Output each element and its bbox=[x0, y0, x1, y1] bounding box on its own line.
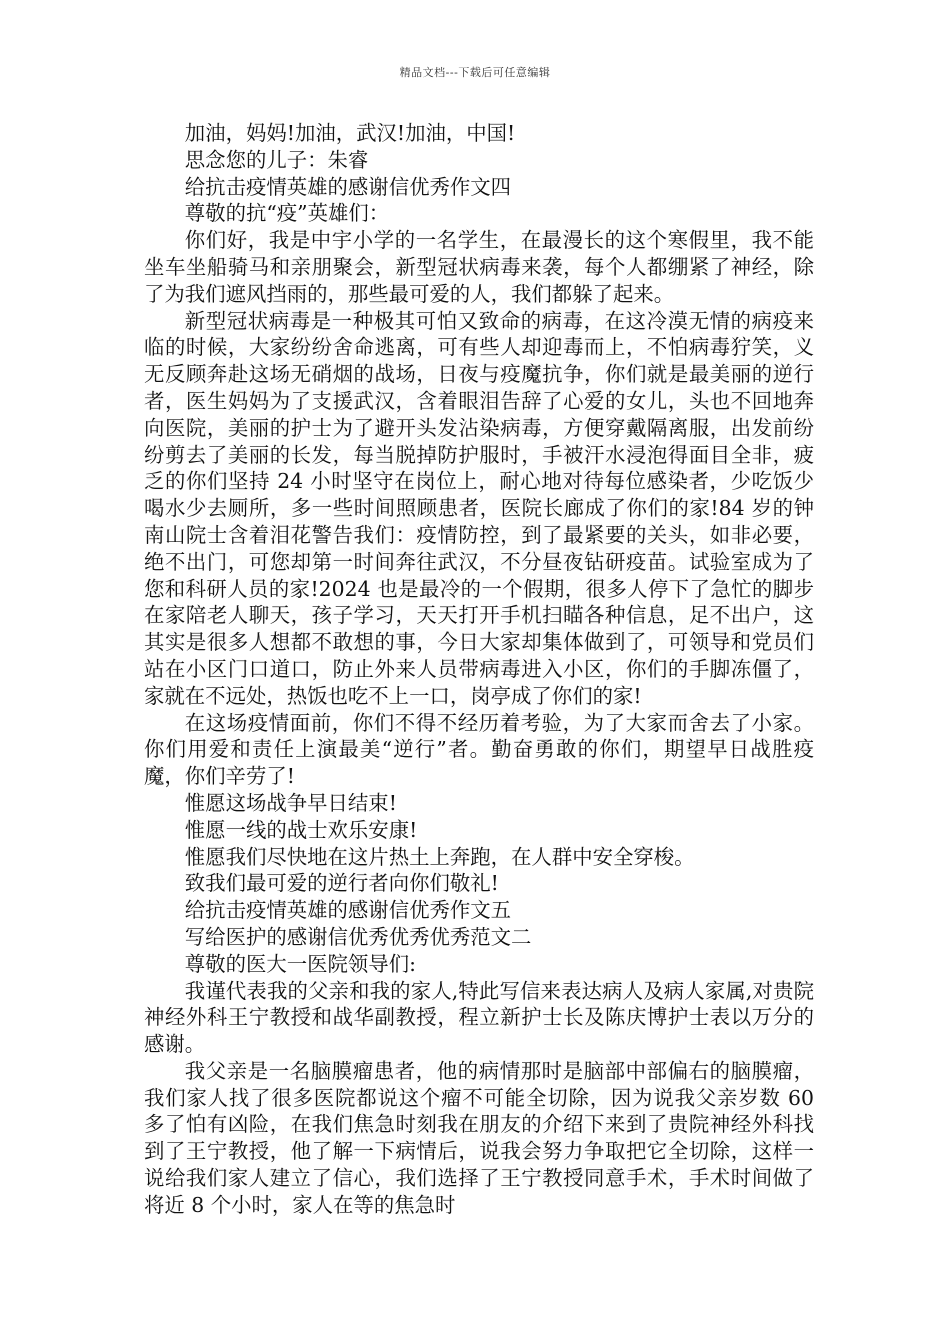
page-header: 精品文档---下载后可任意编辑 bbox=[399, 66, 551, 79]
wish-line: 惟愿我们尽快地在这片热土上奔跑，在人群中安全穿梭。 bbox=[184, 844, 695, 869]
wish-line: 惟愿一线的战士欢乐安康! bbox=[184, 817, 418, 842]
body-paragraph: 我谨代表我的父亲和我的家人,特此写信来表达病人及病人家属,对贵院神经外科王宁教授和战华副教授，程立新护士长及陈庆博护士表以万分的感谢。 bbox=[144, 978, 814, 1057]
letter-title: 写给医护的感谢信优秀优秀优秀范文二 bbox=[184, 924, 532, 949]
salutation-hospital: 尊敬的医大一医院领导们: bbox=[184, 951, 416, 976]
body-paragraph: 新型冠状病毒是一种极其可怕又致命的病毒，在这冷漠无情的病疫来临的时候，大家纷纷舍命逃离，可有些人却迎毒而上，不怕病毒狞笑，义无反顾奔赴这场无硝烟的战场，日夜与疫魔抗争，你们就是最美丽的逆行者，医生妈妈为了支援武汉，含着眼泪告辞了心爱的女儿，头也不回地奔向医院，美丽的护士为了避开头发沾染病毒，方便穿戴隔离服，出发前纷纷剪去了美丽的长发，每当脱掉防护服时，手被汗水浸泡得面目全非，疲乏的你们坚持 24 小时坚守在岗位上，耐心地对待每位感染者，少吃饭少喝水少去厕所，多一些时间照顾患者，医院长廊成了你们的家!84 岁的钟南山院士含着泪花警告我们：疫情防控，到了最紧要的关头，如非必要，绝不出门，可您却第一时间奔往武汉，不分昼夜钻研疫苗。试验室成为了您和科研人员的家!2024 也是最冷的一个假期，很多人停下了急忙的脚步在家陪老人聊天，孩子学习，天天打开手机扫瞄各种信息，足不出户，这其实是很多人想都不敢想的事，今日大家却集体做到了，可领导和党员们站在小区门口道口，防止外来人员带病毒进入小区，你们的手脚冻僵了，家就在不远处，热饭也吃不上一口，岗亭成了你们的家! bbox=[144, 308, 814, 708]
body-paragraph: 我父亲是一名脑膜瘤患者，他的病情那时是脑部中部偏右的脑膜瘤，我们家人找了很多医院都说这个瘤不可能全切除，因为说我父亲岁数 60 多了怕有凶险，在我们焦急时刻我在朋友的介绍下来到了贵院神经外科找到了王宁教授，他了解一下病情后，说我会努力争取把它全切除，这样一说给我们家人建立了信心，我们选择了王宁教授同意手术，手术时间做了将近 8 个小时，家人在等的焦急时 bbox=[144, 1058, 814, 1217]
document-body bbox=[144, 120, 814, 1219]
body-paragraph: 在这场疫情面前，你们不得不经历着考验，为了大家而舍去了小家。你们用爱和责任上演最美“逆行”者。勤奋勇敢的你们，期望早日战胜疫魔，你们辛劳了! bbox=[144, 710, 814, 789]
essay-title-five: 给抗击疫情英雄的感谢信优秀作文五 bbox=[184, 898, 512, 923]
signature-line: 思念您的儿子：朱睿 bbox=[184, 147, 369, 172]
closing-cheer: 加油，妈妈!加油，武汉!加油，中国! bbox=[184, 121, 516, 145]
body-paragraph: 你们好，我是中宇小学的一名学生，在最漫长的这个寒假里，我不能坐车坐船骑马和亲朋聚会，新型冠状病毒来袭，每个人都绷紧了神经，除了为我们遮风挡雨的，那些最可爱的人，我们都躲了起来。 bbox=[144, 228, 814, 306]
salute-line: 致我们最可爱的逆行者向你们敬礼! bbox=[184, 871, 499, 896]
essay-title-four: 给抗击疫情英雄的感谢信优秀作文四 bbox=[184, 174, 512, 199]
wish-line: 惟愿这场战争早日结束! bbox=[184, 790, 397, 815]
salutation-heroes: 尊敬的抗“疫”英雄们： bbox=[184, 201, 390, 226]
